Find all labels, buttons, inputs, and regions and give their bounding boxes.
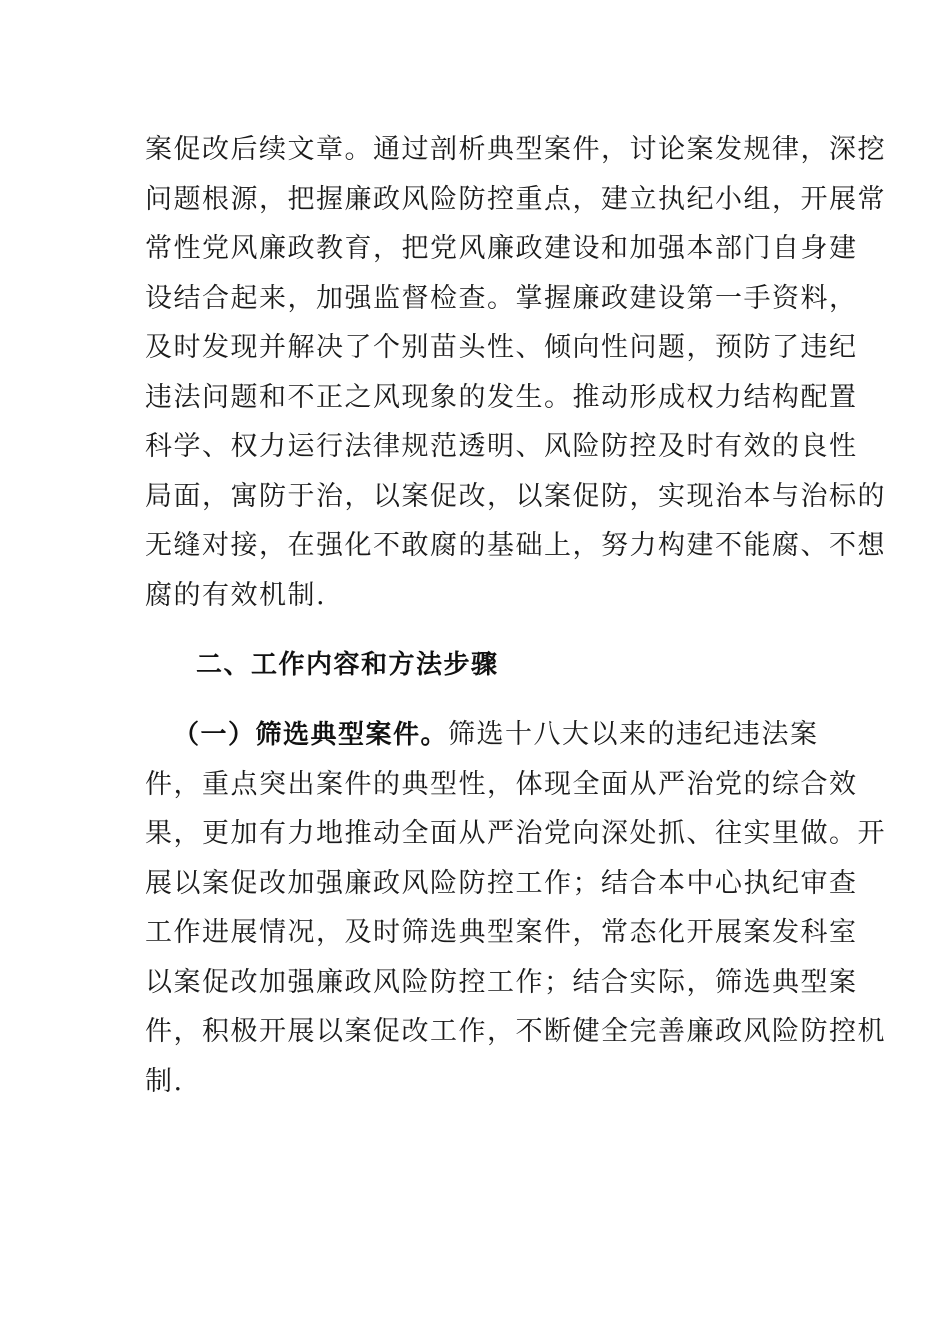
paragraph-2-line: 展以案促改加强廉政风险防控工作；结合本中心执纪审查 (145, 867, 858, 899)
paragraph-2-lead: （一）筛选典型案件。 (173, 720, 449, 750)
paragraph-2-first-line-text: 筛选十八大以来的违纪违法案 (448, 719, 819, 750)
paragraph-2-line: 工作进展情况，及时筛选典型案件，常态化开展案发科室 (145, 917, 858, 948)
paragraph-1-line: 设结合起来，加强监督检查。掌握廉政建设第一手资料， (145, 282, 858, 314)
paragraph-2-line: 件，重点突出案件的典型性，体现全面从严治党的综合效 (145, 768, 858, 800)
paragraph-1-line: 腐的有效机制. (145, 579, 327, 611)
paragraph-1-line: 问题根源，把握廉政风险防控重点，建立执纪小组，开展常 (145, 183, 886, 215)
paragraph-1-line: 案促改后续文章。通过剖析典型案件，讨论案发规律，深挖 (145, 134, 886, 165)
paragraph-2 (145, 710, 886, 1106)
paragraph-1-line: 违法问题和不正之风现象的发生。推动形成权力结构配置 (145, 381, 858, 413)
paragraph-2-first-line (145, 710, 819, 760)
paragraph-2-line: 制. (145, 1065, 184, 1097)
paragraph-2-line: 以案促改加强廉政风险防控工作；结合实际，筛选典型案 (145, 966, 858, 998)
paragraph-2-line: 件，积极开展以案促改工作，不断健全完善廉政风险防控机 (145, 1016, 886, 1047)
paragraph-1 (145, 125, 886, 620)
paragraph-1-line: 科学、权力运行法律规范透明、风险防控及时有效的良性 (145, 431, 858, 462)
paragraph-1-line: 常性党风廉政教育，把党风廉政建设和加强本部门自身建 (145, 233, 858, 264)
paragraph-1-line: 及时发现并解决了个别苗头性、倾向性问题，预防了违纪 (145, 332, 858, 363)
paragraph-2-line: 果，更加有力地推动全面从严治党向深处抓、往实里做。开 (145, 818, 886, 849)
paragraph-1-line: 局面，寓防于治，以案促改，以案促防，实现治本与治标的 (145, 480, 886, 512)
paragraph-1-line: 无缝对接，在强化不敢腐的基础上，努力构建不能腐、不想 (145, 530, 886, 561)
section-heading: 二、工作内容和方法步骤 (196, 650, 499, 680)
